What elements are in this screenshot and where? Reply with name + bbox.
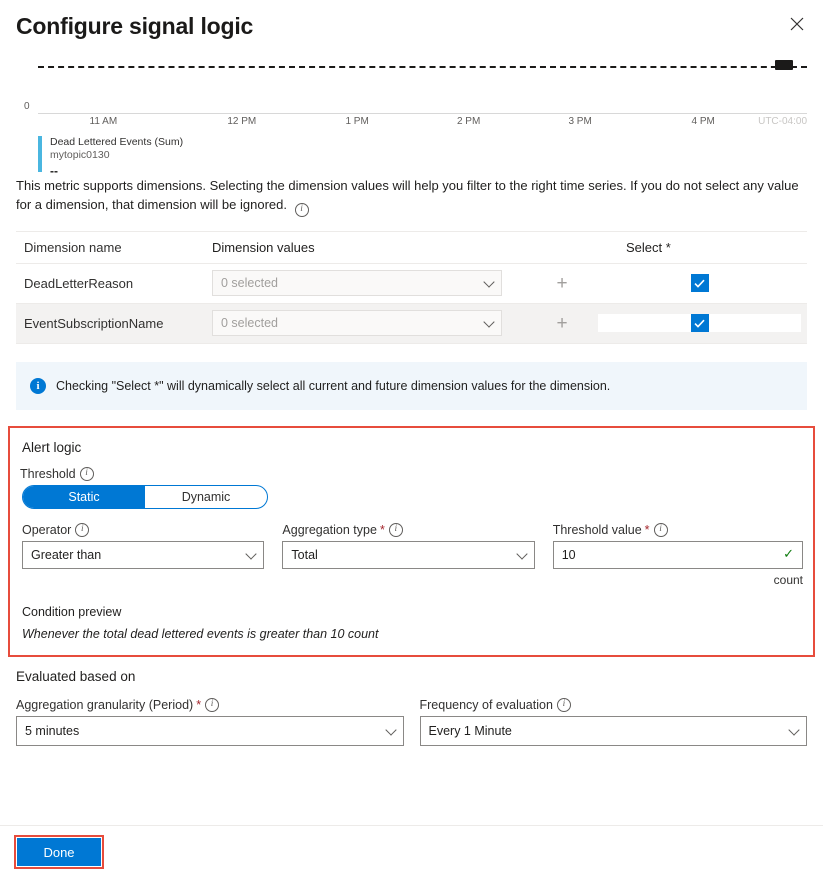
frequency-of-evaluation-dropdown[interactable] [420, 716, 808, 746]
operator-dropdown[interactable] [22, 541, 264, 569]
threshold-type-toggle[interactable] [22, 485, 268, 509]
done-button-highlight [14, 835, 104, 869]
chart-timezone-label: UTC-04:00 [758, 116, 807, 127]
legend-series-value: -- [50, 164, 58, 178]
aggregation-type-field [282, 523, 534, 587]
dimension-values-select[interactable] [212, 310, 502, 336]
chevron-down-icon [483, 317, 494, 328]
threshold-value-field [553, 523, 803, 587]
chevron-down-icon [516, 548, 527, 559]
dimensions-table [16, 231, 807, 344]
check-icon [694, 279, 705, 288]
chevron-down-icon [483, 277, 494, 288]
x-tick-label: 1 PM [345, 116, 369, 127]
info-icon[interactable]: i [557, 698, 571, 712]
chart-y-axis-zero: 0 [24, 101, 30, 112]
aggregation-granularity-value: 5 minutes [25, 723, 80, 738]
chevron-down-icon [385, 724, 396, 735]
x-tick-label: 12 PM [227, 116, 257, 127]
threshold-label-row [20, 467, 803, 481]
chevron-down-icon [246, 548, 257, 559]
threshold-option-dynamic[interactable]: Dynamic [181, 489, 231, 504]
alert-logic-section [8, 426, 815, 657]
info-icon[interactable]: i [389, 523, 403, 537]
table-row[interactable] [16, 304, 807, 344]
x-tick-label: 4 PM [691, 116, 715, 127]
check-icon [694, 319, 705, 328]
select-all-checkbox[interactable] [691, 314, 709, 332]
alert-logic-fields-row [22, 523, 803, 587]
threshold-drag-handle[interactable] [775, 60, 793, 70]
info-icon[interactable]: i [205, 698, 219, 712]
dimension-values-select[interactable] [212, 270, 502, 296]
chart-plot-area [38, 54, 807, 114]
dimensions-description-text: This metric supports dimensions. Selecting the dimension values will help you filter to the right time series. If you do not select any value for a dimension, that dimension will be ignored. [16, 178, 799, 212]
aggregation-type-label: Aggregation type [282, 522, 377, 537]
legend-resource-name: mytopic0130 [50, 149, 110, 161]
page-title: Configure signal logic [16, 13, 254, 39]
add-dimension-value-icon[interactable]: + [556, 312, 568, 334]
x-tick-label: 2 PM [456, 116, 481, 127]
aggregation-granularity-dropdown[interactable] [16, 716, 404, 746]
dimension-values-text: 0 selected [221, 316, 278, 331]
operator-label: Operator [22, 522, 72, 537]
legend-color-swatch [38, 136, 42, 172]
dimension-values-text: 0 selected [221, 276, 278, 291]
threshold-option-static[interactable]: Static [23, 486, 145, 508]
alert-logic-title: Alert logic [22, 439, 82, 455]
required-asterisk: * [644, 522, 650, 537]
metric-chart [16, 54, 807, 178]
threshold-value-input[interactable] [553, 541, 803, 569]
close-icon[interactable] [781, 8, 813, 40]
threshold-value-label: Threshold value [552, 522, 642, 537]
x-tick-label: 11 AM [89, 116, 118, 127]
info-icon[interactable]: i [295, 203, 309, 217]
chart-x-axis [38, 114, 807, 130]
aggregation-type-dropdown[interactable] [282, 541, 534, 569]
x-tick-label: 3 PM [568, 116, 592, 127]
aggregation-type-value: Total [291, 547, 318, 562]
frequency-of-evaluation-value: Every 1 Minute [428, 723, 512, 738]
add-dimension-value-icon[interactable]: + [556, 272, 568, 294]
aggregation-granularity-field [16, 698, 404, 746]
column-header-dimension-values: Dimension values [212, 239, 315, 255]
chart-legend [38, 136, 807, 178]
close-glyph [790, 17, 804, 31]
dimensions-description [16, 176, 807, 217]
info-icon[interactable]: i [75, 523, 89, 537]
threshold-label: Threshold [20, 466, 76, 481]
chevron-down-icon [788, 724, 799, 735]
dimension-name-cell: EventSubscriptionName [24, 315, 164, 331]
condition-preview-label: Condition preview [22, 604, 122, 619]
required-asterisk: * [196, 697, 202, 712]
valid-check-icon: ✓ [783, 545, 794, 561]
threshold-value-text: 10 [561, 547, 576, 562]
legend-series-name: Dead Lettered Events (Sum) [50, 136, 184, 148]
info-icon[interactable]: i [654, 523, 668, 537]
table-row[interactable] [16, 264, 807, 304]
operator-value: Greater than [31, 547, 102, 562]
frequency-of-evaluation-field [420, 698, 808, 746]
aggregation-granularity-label: Aggregation granularity (Period) [16, 697, 194, 712]
info-banner-text: Checking "Select *" will dynamically select all current and future dimension values for the dimension. [56, 378, 611, 393]
table-header-row [16, 232, 807, 264]
column-header-dimension-name: Dimension name [24, 239, 122, 255]
dimension-name-cell: DeadLetterReason [24, 275, 134, 291]
frequency-of-evaluation-label: Frequency of evaluation [419, 697, 553, 712]
done-button[interactable]: Done [17, 838, 101, 866]
evaluated-based-on-title: Evaluated based on [16, 668, 136, 684]
threshold-line [38, 66, 807, 68]
info-banner [16, 362, 807, 410]
info-icon: i [30, 378, 46, 394]
condition-preview-text: Whenever the total dead lettered events is greater than 10 count [22, 626, 379, 641]
threshold-unit-label: count [773, 572, 803, 587]
select-all-checkbox[interactable] [691, 274, 709, 292]
column-header-select: Select * [626, 239, 671, 255]
info-icon[interactable]: i [80, 467, 94, 481]
required-asterisk: * [379, 522, 385, 537]
evaluated-based-on-section [16, 669, 807, 746]
operator-field [22, 523, 264, 587]
dialog-footer [0, 825, 823, 883]
dialog-header [0, 0, 823, 48]
